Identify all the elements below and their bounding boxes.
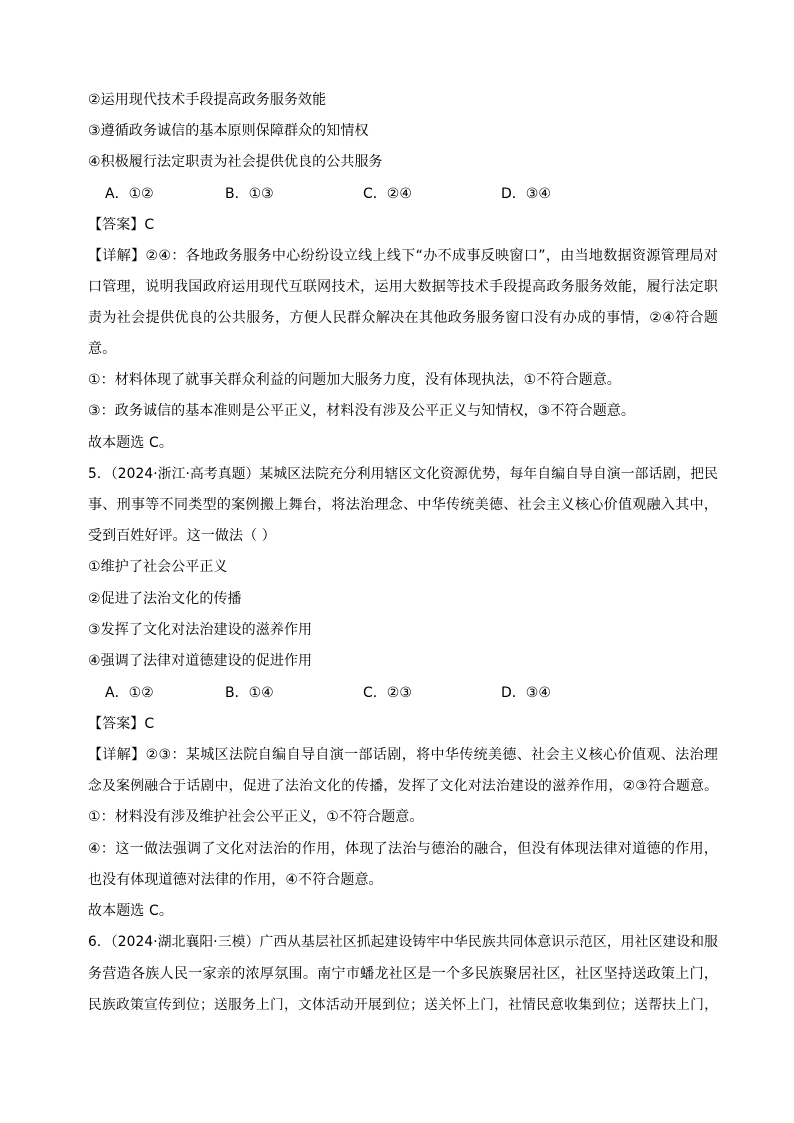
q5-exclude-1: ①：材料没有涉及维护社会公平正义，①不符合题意。 bbox=[88, 809, 424, 825]
q4-detail-line-1: 【详解】②④：各地政务服务中心纷纷设立线上线下“办不成事反映窗口”，由当地数据资源管理局对 bbox=[88, 248, 718, 264]
q5-answer: 【答案】C bbox=[88, 716, 155, 732]
q5-option-b: B．①④ bbox=[225, 685, 274, 701]
q4-option-d: D．③④ bbox=[501, 186, 551, 202]
q4-exclude-3: ③：政务诚信的基本准则是公平正义，材料没有涉及公平正义与知情权，③不符合题意。 bbox=[88, 403, 635, 419]
q4-conclusion: 故本题选 C。 bbox=[88, 435, 173, 451]
q5-stem-line-3: 受到百姓好评。这一做法（ ） bbox=[88, 528, 276, 544]
q5-stem-line-1: 5．（2024·浙江·高考真题）某城区法院充分利用辖区文化资源优势，每年自编自导自演一部话剧，把民 bbox=[88, 466, 718, 482]
q6-stem-line-1: 6．（2024·湖北襄阳·三模）广西从基层社区抓起建设铸牢中华民族共同体意识示范区，用社区建设和服 bbox=[88, 934, 718, 950]
q5-statement-4: ④强调了法律对道德建设的促进作用 bbox=[88, 653, 313, 669]
q5-statement-2: ②促进了法治文化的传播 bbox=[88, 591, 242, 607]
q5-stem-line-2: 事、刑事等不同类型的案例搬上舞台，将法治理念、中华传统美德、社会主义核心价值观融入其中， bbox=[88, 497, 718, 513]
q4-detail-line-4: 意。 bbox=[88, 341, 117, 357]
q4-option-c: C．②④ bbox=[363, 186, 412, 202]
q4-statement-4: ④积极履行法定职责为社会提供优良的公共服务 bbox=[88, 154, 383, 170]
q5-option-c: C．②③ bbox=[363, 685, 412, 701]
q4-exclude-1: ①：材料体现了就事关群众利益的问题加大服务力度，没有体现执法，①不符合题意。 bbox=[88, 372, 621, 388]
q5-exclude-4-line-1: ④：这一做法强调了文化对法治的作用，体现了法治与德治的融合，但没有体现法律对道德的作用， bbox=[88, 841, 718, 857]
q6-stem-line-2: 务营造各族人民一家亲的浓厚氛围。南宁市蟠龙社区是一个多民族聚居社区，社区坚持送政策上门， bbox=[88, 966, 718, 982]
q4-detail-line-3: 责为社会提供优良的公共服务，方便人民群众解决在其他政务服务窗口没有办成的事情，②④符合题 bbox=[88, 310, 718, 326]
q4-option-b: B．①③ bbox=[225, 186, 274, 202]
q6-stem-line-3: 民族政策宣传到位；送服务上门，文体活动开展到位；送关怀上门，社情民意收集到位；送帮扶上门， bbox=[88, 997, 718, 1013]
q4-statement-2: ②运用现代技术手段提高政务服务效能 bbox=[88, 92, 327, 108]
q5-detail-line-1: 【详解】②③：某城区法院自编自导自演一部话剧，将中华传统美德、社会主义核心价值观、法治理 bbox=[88, 747, 718, 763]
q4-statement-3: ③遵循政务诚信的基本原则保障群众的知情权 bbox=[88, 123, 369, 139]
q5-option-a: A．①② bbox=[105, 685, 154, 701]
q4-answer: 【答案】C bbox=[88, 217, 155, 233]
q5-exclude-4-line-2: 也没有体现道德对法律的作用，④不符合题意。 bbox=[88, 872, 383, 888]
q5-statement-1: ①维护了社会公平正义 bbox=[88, 559, 228, 575]
q5-conclusion: 故本题选 C。 bbox=[88, 903, 173, 919]
q4-detail-line-2: 口管理，说明我国政府运用现代互联网技术，运用大数据等技术手段提高政务服务效能，履行法定职 bbox=[88, 279, 718, 295]
q5-detail-line-2: 念及案例融合于话剧中，促进了法治文化的传播，发挥了文化对法治建设的滋养作用，②③符合题意。 bbox=[88, 778, 718, 794]
q5-statement-3: ③发挥了文化对法治建设的滋养作用 bbox=[88, 622, 313, 638]
q5-option-d: D．③④ bbox=[501, 685, 551, 701]
q4-option-a: A．①② bbox=[105, 186, 154, 202]
